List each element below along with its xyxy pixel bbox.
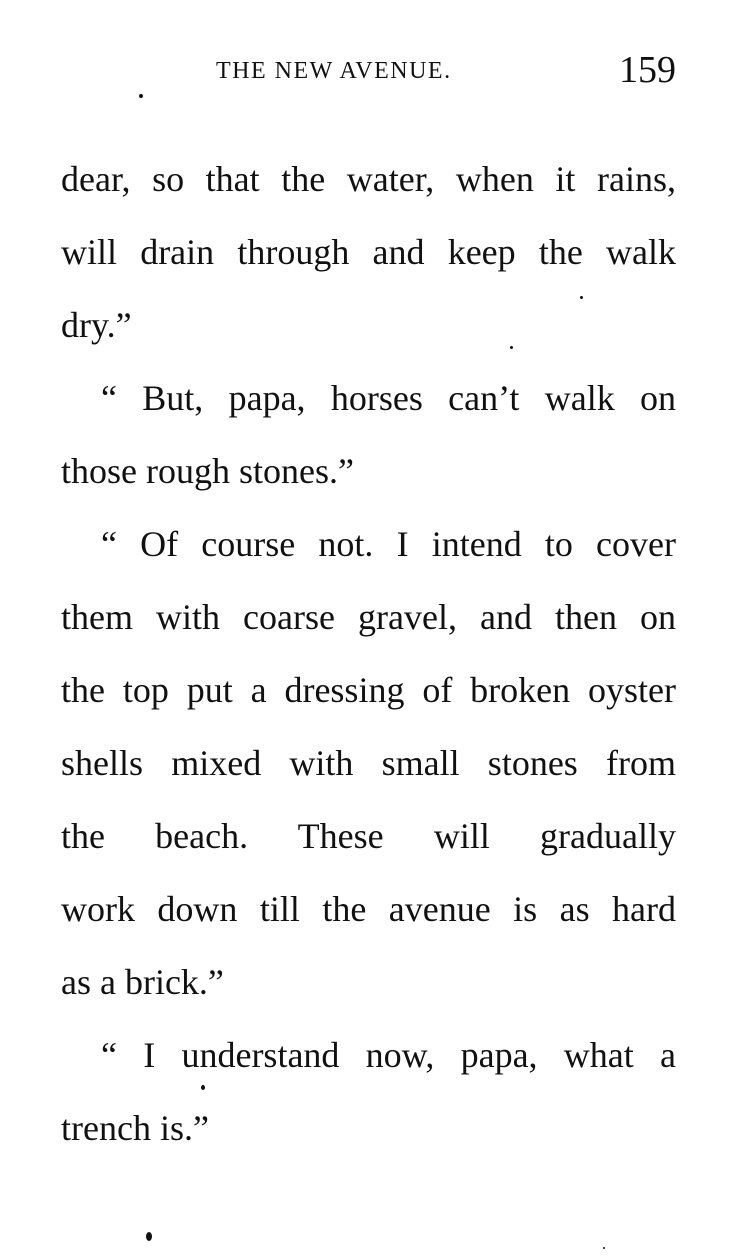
page-number: 159 <box>619 49 676 91</box>
text-line: “ But, papa, horses can’t walk on <box>101 378 676 418</box>
text-line: them with coarse gravel, and then on <box>61 597 676 637</box>
ink-speck <box>603 1247 605 1249</box>
ink-speck <box>510 346 513 349</box>
ink-speck <box>139 94 143 98</box>
text-line: as a brick.” <box>61 962 224 1002</box>
text-line: the beach. These will gradually <box>61 816 676 856</box>
text-line: dear, so that the water, when it rains, <box>61 159 676 199</box>
ink-speck <box>580 296 583 299</box>
text-line: “ Of course not. I intend to cover <box>101 524 676 564</box>
text-line: dry.” <box>61 305 132 345</box>
text-line: the top put a dressing of broken oyster <box>61 670 676 710</box>
text-line: will drain through and keep the walk <box>61 232 676 272</box>
ink-speck <box>201 1085 205 1090</box>
text-line: those rough stones.” <box>61 451 354 491</box>
running-title: THE NEW AVENUE. <box>216 58 452 84</box>
text-line: shells mixed with small stones from <box>61 743 676 783</box>
text-line: work down till the avenue is as hard <box>61 889 676 929</box>
ink-speck <box>146 1232 152 1241</box>
text-line: trench is.” <box>61 1108 209 1148</box>
text-line: “ I understand now, papa, what a <box>101 1035 676 1075</box>
